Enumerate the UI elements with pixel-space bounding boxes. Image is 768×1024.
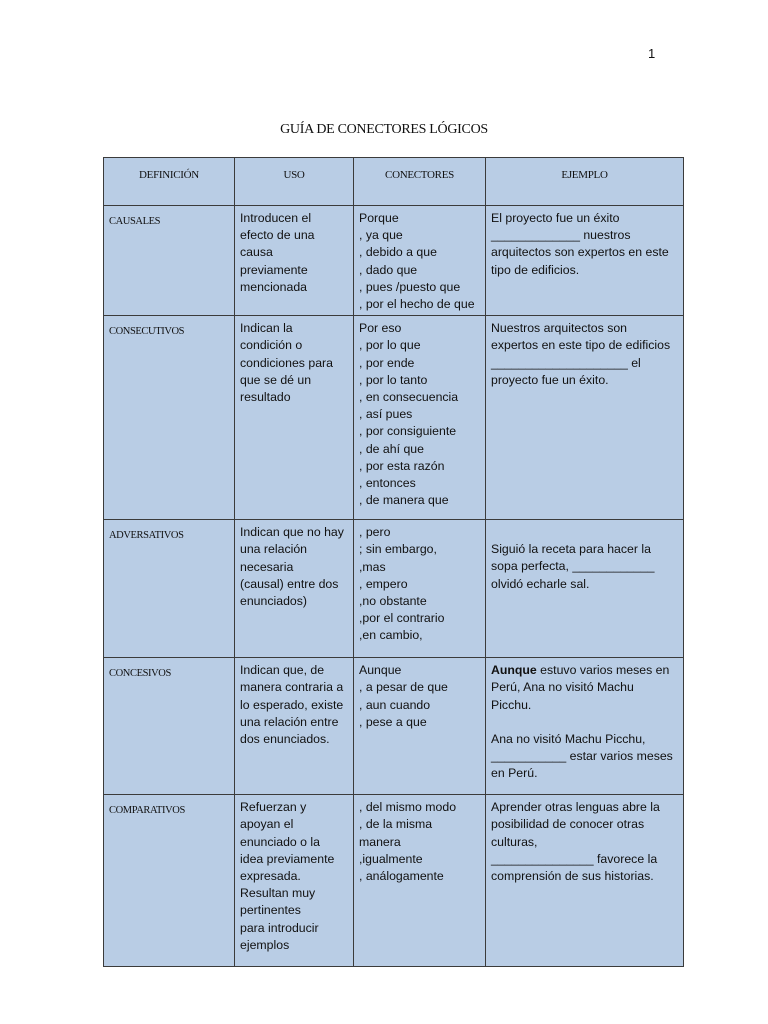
example-spacer bbox=[491, 714, 678, 731]
table-row bbox=[104, 520, 684, 658]
uso-line: que se dé un bbox=[240, 372, 312, 387]
row-ejemplo bbox=[486, 316, 684, 520]
uso-line: Indican la bbox=[240, 321, 293, 336]
uso-line: ejemplos bbox=[240, 937, 290, 952]
example-line: Ana no visitó Machu Picchu, bbox=[491, 731, 646, 746]
connector-item: , de manera que bbox=[359, 493, 449, 508]
uso-line: Introducen el bbox=[240, 211, 312, 225]
page-title: GUÍA DE CONECTORES LÓGICOS bbox=[280, 122, 488, 137]
example-line: posibilidad de conocer otras bbox=[491, 817, 645, 832]
uso-line: una relación bbox=[240, 542, 307, 557]
row-uso bbox=[235, 520, 354, 658]
row-conectores bbox=[354, 316, 486, 520]
example-line: ____________________ el bbox=[491, 355, 641, 370]
row-definition: CONCESIVOS bbox=[104, 658, 235, 795]
connector-item: , así pues bbox=[359, 407, 413, 422]
uso-line: manera contraria a bbox=[240, 680, 344, 695]
table-header-row bbox=[104, 158, 684, 206]
uso-line: Indican que no hay bbox=[240, 525, 344, 540]
connector-item: ,en cambio, bbox=[359, 628, 423, 643]
row-definition: CONSECUTIVOS bbox=[104, 316, 235, 520]
example-line: Aprender otras lenguas abre la bbox=[491, 800, 660, 815]
example-line: proyecto fue un éxito. bbox=[491, 372, 609, 387]
connector-item: , pero bbox=[359, 525, 391, 540]
uso-line: resultado bbox=[240, 390, 291, 405]
uso-line: lo esperado, existe bbox=[240, 697, 344, 712]
row-uso bbox=[235, 316, 354, 520]
row-conectores bbox=[354, 520, 486, 658]
row-ejemplo bbox=[486, 658, 684, 795]
connector-item: , ya que bbox=[359, 228, 403, 243]
example-line: Siguió la receta para hacer la bbox=[491, 542, 651, 557]
uso-line: causa bbox=[240, 245, 273, 260]
connector-item: , por esta razón bbox=[359, 458, 445, 473]
connector-item: manera bbox=[359, 834, 401, 849]
example-line: comprensión de sus historias. bbox=[491, 869, 654, 884]
connector-item: ,no obstante bbox=[359, 594, 427, 609]
example-line: El proyecto fue un éxito bbox=[491, 211, 620, 225]
example-bold-connector: Aunque bbox=[491, 663, 537, 678]
example-line: Picchu. bbox=[491, 697, 532, 712]
uso-line: mencionada bbox=[240, 279, 307, 294]
row-definition: CAUSALES bbox=[104, 206, 235, 316]
table-row bbox=[104, 658, 684, 795]
connector-item: ; sin embargo, bbox=[359, 542, 437, 557]
example-line: culturas, bbox=[491, 834, 538, 849]
row-conectores bbox=[354, 795, 486, 967]
row-conectores bbox=[354, 206, 486, 316]
uso-line: apoyan el bbox=[240, 817, 294, 832]
connector-item: , análogamente bbox=[359, 869, 444, 884]
row-uso bbox=[235, 206, 354, 316]
connector-item: , por lo que bbox=[359, 338, 421, 353]
connector-item: , de ahí que bbox=[359, 441, 424, 456]
uso-line: expresada. bbox=[240, 869, 301, 884]
example-line: _____________ nuestros bbox=[491, 228, 631, 243]
header-definicion: DEFINICIÓN bbox=[104, 158, 235, 206]
example-line bbox=[491, 662, 678, 679]
connector-item: , debido a que bbox=[359, 245, 437, 260]
row-ejemplo bbox=[486, 206, 684, 316]
uso-line: para introducir bbox=[240, 920, 319, 935]
uso-line: previamente bbox=[240, 262, 308, 277]
connector-item: , pese a que bbox=[359, 714, 427, 729]
connector-item: , por consiguiente bbox=[359, 424, 457, 439]
row-ejemplo bbox=[486, 520, 684, 658]
uso-line: (causal) entre dos bbox=[240, 576, 339, 591]
uso-line: dos enunciados. bbox=[240, 732, 330, 747]
uso-line: pertinentes bbox=[240, 903, 301, 918]
table-row bbox=[104, 316, 684, 520]
uso-line: Resultan muy bbox=[240, 886, 316, 901]
example-line: expertos en este tipo de edificios bbox=[491, 338, 671, 353]
table-row bbox=[104, 206, 684, 316]
connector-item: , por lo tanto bbox=[359, 372, 428, 387]
connector-item: Por eso bbox=[359, 321, 402, 336]
example-spacer bbox=[491, 524, 678, 541]
uso-line: condiciones para bbox=[240, 355, 333, 370]
page-number: 1 bbox=[648, 46, 656, 61]
row-uso bbox=[235, 795, 354, 967]
example-line: tipo de edificios. bbox=[491, 262, 580, 277]
row-ejemplo bbox=[486, 795, 684, 967]
table-row bbox=[104, 795, 684, 967]
connector-item: , por el hecho de que bbox=[359, 297, 475, 312]
row-uso bbox=[235, 658, 354, 795]
connector-item: ,por el contrario bbox=[359, 611, 445, 626]
connector-item: , de la misma bbox=[359, 817, 433, 832]
example-line: Perú, Ana no visitó Machu bbox=[491, 680, 634, 695]
header-ejemplo: EJEMPLO bbox=[486, 158, 684, 206]
connector-item: ,mas bbox=[359, 559, 386, 574]
example-line: en Perú. bbox=[491, 766, 538, 781]
header-uso: USO bbox=[235, 158, 354, 206]
uso-line: condición o bbox=[240, 338, 303, 353]
connector-item: , dado que bbox=[359, 262, 418, 277]
uso-line: una relación entre bbox=[240, 714, 339, 729]
connector-item: , a pesar de que bbox=[359, 680, 448, 695]
uso-line: Indican que, de bbox=[240, 663, 325, 678]
connector-item: , entonces bbox=[359, 476, 416, 491]
header-conectores: CONECTORES bbox=[354, 158, 486, 206]
connector-item: Aunque bbox=[359, 663, 402, 678]
row-conectores bbox=[354, 658, 486, 795]
example-line-rest: estuvo varios meses en bbox=[536, 663, 670, 678]
example-line: Nuestros arquitectos son bbox=[491, 321, 628, 336]
example-line: arquitectos son expertos en este bbox=[491, 245, 669, 260]
uso-line: idea previamente bbox=[240, 851, 335, 866]
connector-item: , aun cuando bbox=[359, 697, 431, 712]
uso-line: enunciado o la bbox=[240, 834, 320, 849]
uso-line: necesaria bbox=[240, 559, 294, 574]
example-line: ___________ estar varios meses bbox=[491, 749, 673, 764]
uso-line: enunciados) bbox=[240, 594, 307, 609]
connector-item: , en consecuencia bbox=[359, 390, 459, 405]
connector-item: , empero bbox=[359, 576, 408, 591]
connector-item: ,igualmente bbox=[359, 851, 423, 866]
connector-item: , pues /puesto que bbox=[359, 279, 461, 294]
connector-item: Porque bbox=[359, 211, 399, 225]
example-line: olvidó echarle sal. bbox=[491, 576, 590, 591]
row-definition: COMPARATIVOS bbox=[104, 795, 235, 967]
example-line: _______________ favorece la bbox=[491, 851, 658, 866]
connector-item: , por ende bbox=[359, 355, 415, 370]
uso-line: efecto de una bbox=[240, 228, 315, 243]
row-definition: ADVERSATIVOS bbox=[104, 520, 235, 658]
uso-line: Refuerzan y bbox=[240, 800, 307, 815]
example-line: sopa perfecta, ____________ bbox=[491, 559, 655, 574]
connectors-table bbox=[103, 157, 684, 967]
connector-item: , del mismo modo bbox=[359, 800, 457, 815]
